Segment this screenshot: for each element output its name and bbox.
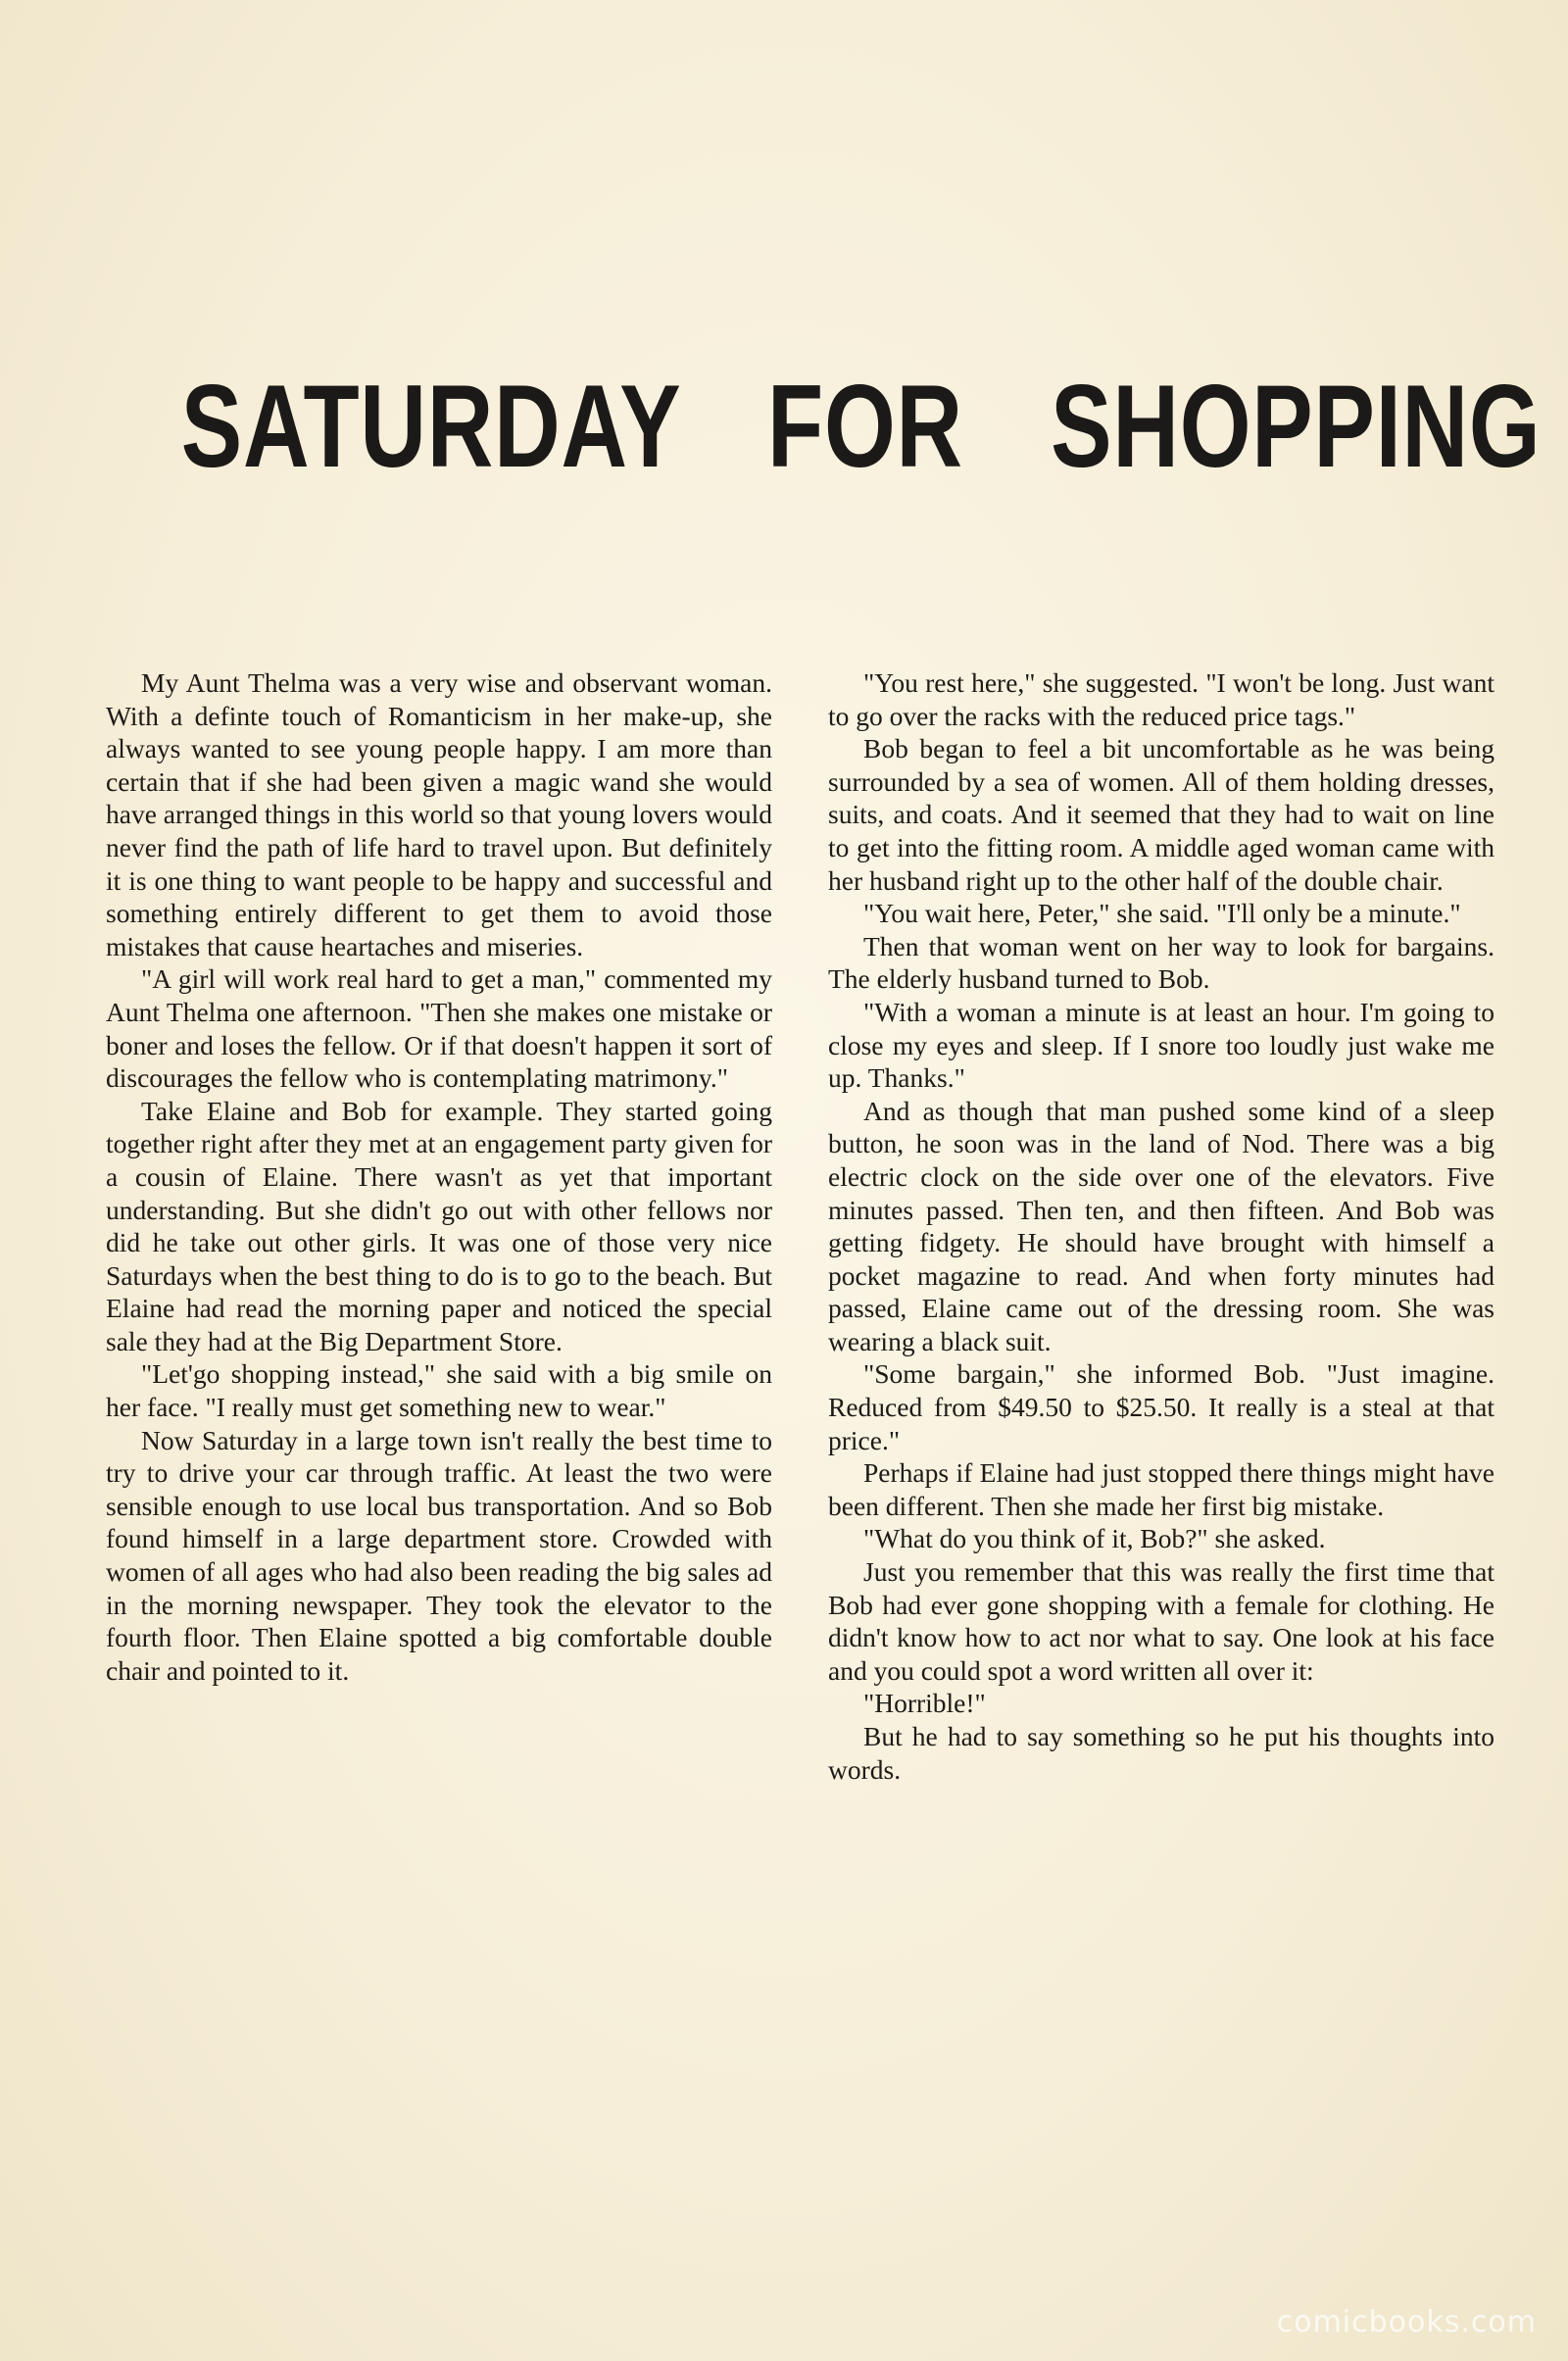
- site-watermark: comicbooks.com: [1276, 2305, 1537, 2339]
- right-paragraph-3: "You wait here, Peter," she said. "I'll only be a minute.": [863, 898, 1461, 929]
- left-text-column: [106, 666, 772, 1687]
- right-paragraph-9: "What do you think of it, Bob?" she asked.: [863, 1523, 1326, 1554]
- right-paragraph-6: And as though that man pushed some kind of a sleep button, he soon was in the land of Nod. There was a big electric clock on the side over one of the elevators. Five minutes passed. Then ten, and then fifteen. And Bob was getting fidgety. He should have brought with himself a pocket magazine to read. And when forty minutes had passed, Elaine came out of the dressing room. She was wearing a black suit.: [828, 1095, 1494, 1356]
- left-paragraph-1: My Aunt Thelma was a very wise and observant woman. With a definte touch of Romanticism in her make-up, she always wanted to see young people happy. I am more than certain that if she had been given a magic wand she would have arranged things in this world so that young lovers would never find the path of life hard to travel upon. But definitely it is one thing to want people to be happy and successful and something entirely different to get them to avoid those mistakes that cause heartaches and miseries.: [106, 667, 772, 961]
- right-paragraph-1: "You rest here," she suggested. "I won't be long. Just want to go over the racks with the reduced price tags.": [828, 667, 1494, 731]
- right-text-column: [828, 666, 1494, 1786]
- left-paragraph-5: Now Saturday in a large town isn't really the best time to try to drive your car through traffic. At least the two were sensible enough to use local bus transportation. And so Bob found himself in a large department store. Crowded with women of all ages who had also been reading the big sales ad in the morning newspaper. They took the elevator to the fourth floor. Then Elaine spotted a big comfortable double chair and pointed to it.: [106, 1424, 772, 1686]
- story-title: SATURDAY FOR SHOPPING: [180, 361, 1542, 493]
- right-paragraph-10: Just you remember that this was really the first time that Bob had ever gone shopping with a female for clothing. He didn't know how to act nor what to say. One look at his face and you could spot a word written all over it:: [828, 1556, 1494, 1686]
- right-paragraph-8: Perhaps if Elaine had just stopped there things might have been different. Then she made her first big mistake.: [828, 1457, 1494, 1521]
- right-paragraph-4: Then that woman went on her way to look for bargains. The elderly husband turned to Bob.: [828, 930, 1494, 995]
- right-paragraph-7: "Some bargain," she informed Bob. "Just imagine. Reduced from $49.50 to $25.50. It really is a steal at that price.": [828, 1358, 1494, 1455]
- right-paragraph-12: But he had to say something so he put his thoughts into words.: [828, 1721, 1494, 1785]
- left-paragraph-2: "A girl will work real hard to get a man," commented my Aunt Thelma one afternoon. "Then she makes one mistake or boner and loses the fellow. Or if that doesn't happen it sort of discourages the fellow who is contemplating matrimony.": [106, 963, 772, 1094]
- right-paragraph-5: "With a woman a minute is at least an hour. I'm going to close my eyes and sleep. If I snore too loudly just wake me up. Thanks.": [828, 996, 1494, 1094]
- left-paragraph-3: Take Elaine and Bob for example. They started going together right after they met at an engagement party given for a cousin of Elaine. There wasn't as yet that important understanding. But she didn't go out with other fellows nor did he take out other girls. It was one of those very nice Saturdays when the best thing to do is to go to the beach. But Elaine had read the morning paper and noticed the special sale they had at the Big Department Store.: [106, 1095, 772, 1356]
- left-paragraph-4: "Let'go shopping instead," she said with a big smile on her face. "I really must get something new to wear.": [106, 1358, 772, 1423]
- right-paragraph-11: "Horrible!": [863, 1688, 986, 1719]
- right-paragraph-2: Bob began to feel a bit uncomfortable as he was being surrounded by a sea of women. All of them holding dresses, suits, and coats. And it seemed that they had to wait on line to get into the fitting room. A middle aged woman came with her husband right up to the other half of the double chair.: [828, 733, 1494, 896]
